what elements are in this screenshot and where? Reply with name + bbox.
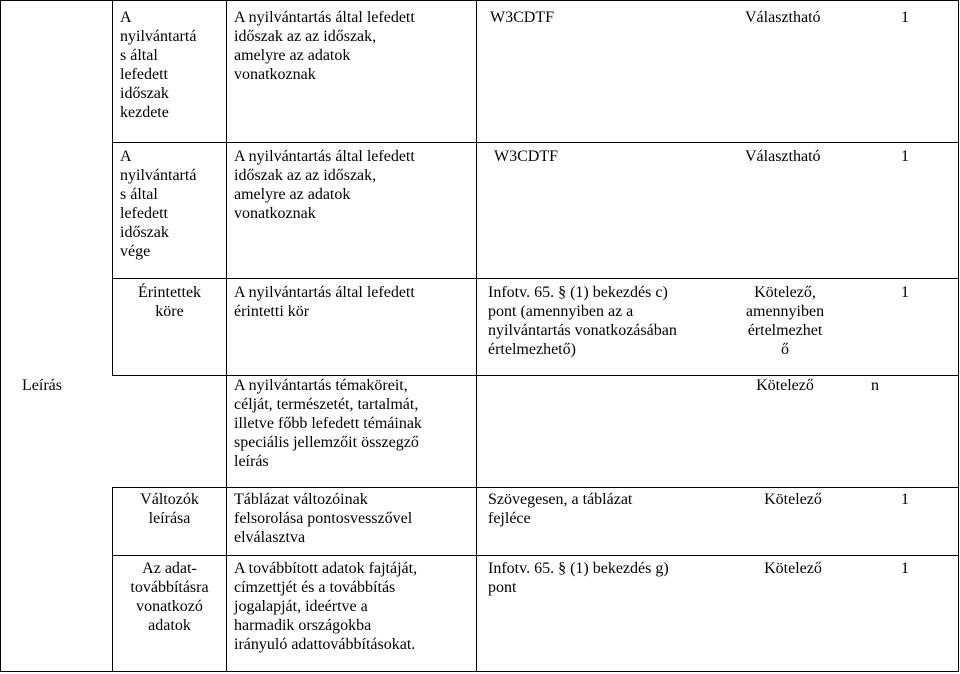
grid-hline-5: [112, 555, 959, 556]
row2-field-name: A nyilvántartá s által lefedett időszak vége: [120, 148, 197, 260]
row6-obligation: Kötelező: [764, 560, 822, 577]
grid-vline-3: [476, 0, 477, 672]
row2-format: W3CDTF: [494, 148, 558, 165]
grid-vline-right: [958, 0, 959, 672]
row4-definition: A nyilvántartás témaköreit, célját, természetét, tartalmát, illetve főbb lefedett témáinak speciális jellemzőit összegző leírás: [234, 377, 422, 470]
grid-vline-2: [226, 0, 227, 672]
row1-definition: A nyilvántartás által lefedett időszak az az időszak, amelyre az adatok vonatkoznak: [234, 9, 415, 83]
row2-obligation: Választható: [745, 148, 821, 165]
row1-format: W3CDTF: [490, 9, 554, 26]
row6-definition: A továbbított adatok fajtáját, címzettjét és a továbbítás jogalapját, ideértve a harmadik országokba irányuló adattovábbításokat.: [234, 560, 418, 653]
row5-format: Szövegesen, a táblázat fejléce: [488, 491, 633, 527]
grid-hline-2: [112, 278, 959, 279]
grid-hline-1: [112, 142, 959, 143]
grid-hline-top: [0, 0, 959, 1]
row2-cardinality: 1: [901, 148, 909, 165]
row6-legal-reference: Infotv. 65. § (1) bekezdés g) pont: [488, 560, 669, 596]
row5-definition: Táblázat változóinak felsorolása pontosvesszővel elválasztva: [234, 491, 413, 546]
row5-field-name: Változók leírása: [140, 491, 199, 527]
row1-field-name: A nyilvántartá s által lefedett időszak kezdete: [120, 9, 197, 121]
grid-hline-bottom: [0, 671, 959, 672]
row6-field-name: Az adat- továbbításra vonatkozó adatok: [130, 560, 209, 634]
section-label-leiras: Leírás: [22, 377, 62, 394]
grid-hline-4: [112, 487, 959, 488]
row5-obligation: Kötelező: [764, 491, 822, 508]
row3-obligation: Kötelező, amennyiben értelmezhet ő: [745, 284, 825, 358]
grid-vline-left: [0, 0, 1, 672]
row4-obligation: Kötelező: [756, 377, 814, 394]
row3-definition: A nyilvántartás által lefedett érintetti kör: [234, 284, 415, 320]
row4-cardinality: n: [871, 377, 879, 394]
row1-obligation: Választható: [745, 9, 821, 26]
row3-legal-reference: Infotv. 65. § (1) bekezdés c) pont (amennyiben az a nyilvántartás vonatkozásában értelmezhető): [488, 284, 677, 358]
row3-cardinality: 1: [901, 284, 909, 301]
row3-field-name: Érintettek köre: [137, 284, 202, 320]
row1-cardinality: 1: [901, 9, 909, 26]
row5-cardinality: 1: [901, 491, 909, 508]
row6-cardinality: 1: [901, 560, 909, 577]
row2-definition: A nyilvántartás által lefedett időszak az az időszak, amelyre az adatok vonatkoznak: [234, 148, 415, 222]
